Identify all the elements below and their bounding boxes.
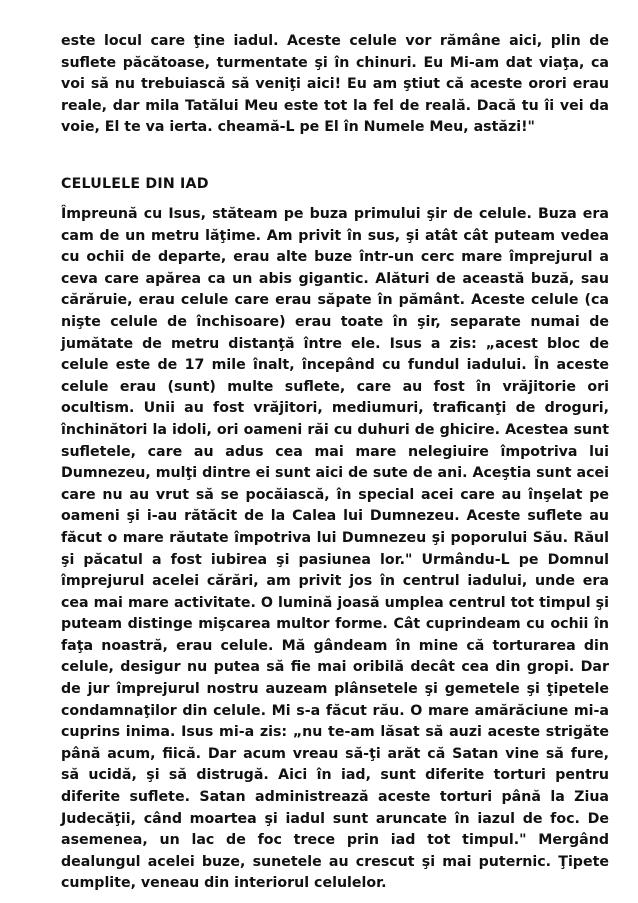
- section-heading: CELULELE DIN IAD: [61, 176, 209, 192]
- paragraph-body: Împreună cu Isus, stăteam pe buza primului şir de celule. Buza era cam de un metru lăţime. Am privit în sus, şi atât cât puteam vedea cu ochii de departe, erau alte buze într-un cerc mare împrejurul a ceva care apărea ca un abis gigantic. Alături de această buză, sau cărăruie, erau celule care erau săpate în pământ. Aceste celule (ca nişte celule de închisoare) erau toate în şir, separate numai de jumătate de metru distanţă între ele. Isus a zis: „acest bloc de celule este de 17 mile înalt, începând cu fundul iadului. În aceste celule erau (sunt) multe suflete, care au fost în vrăjitorie ori ocultism. Unii au fost vrăjitori, mediumuri, traficanţi de droguri, închinători la idoli, ori oameni răi cu duhuri de ghicire. Acestea sunt sufletele, care au adus cea mai mare nelegiuire împotriva lui Dumnezeu, mulţi dintre ei sunt aici de sute de ani. Aceştia sunt acei care nu au vrut să se pocăiască, în special acei care au înşelat pe oameni şi i-au rătăcit de la Calea lui Dumnezeu. Aceste suflete au făcut o mare răutate împotriva lui Dumnezeu şi poporului Său. Răul şi păcatul a fost iubirea şi pasiunea lor." Urmându-L pe Domnul împrejurul acelei cărări, am privit jos în centrul iadului, unde era cea mai mare activitate. O lumină joasă umplea centrul tot timpul şi puteam distinge mişcarea multor forme. Cât cuprindeam cu ochii în faţa noastră, erau celule. Mă gândeam în mine că torturarea din celule, desigur nu putea să fie mai oribilă decât cea din gropi. Dar de jur împrejurul nostru auzeam plânsetele şi gemetele şi ţipetele condamnaţilor din celule. Mi s-a făcut rău. O mare amărăciune mi-a cuprins inima. Isus mi-a zis: „nu te-am lăsat să auzi aceste strigăte până acum, fiică. Dar acum vreau să-ţi arăt că Satan vine să fure, să ucidă, şi să distrugă. Aici în iad, sunt diferite torturi pentru diferite suflete. Satan administrează aceste torturi până la Ziua Judecăţii, când moartea şi iadul sunt aruncate în iazul de foc. De asemenea, un lac de foc trece prin iad tot timpul." Mergând dealungul acelei buze, sunetele au crescut şi mai puternic. Ţipete cumplite, veneau din interiorul celulelor.: [61, 206, 609, 892]
- paragraph-intro: este locul care ţine iadul. Aceste celule vor rămâne aici, plin de suflete păcătoase, turmentate şi în chinuri. Eu Mi-am dat viaţa, ca voi să nu trebuiască să veniţi aici! Eu am ştiut că aceste orori erau reale, dar mila Tatălui Meu este tot la fel de reală. Dacă tu îi vei da voie, El te va ierta. cheamă-L pe El în Numele Meu, astăzi!": [61, 33, 609, 136]
